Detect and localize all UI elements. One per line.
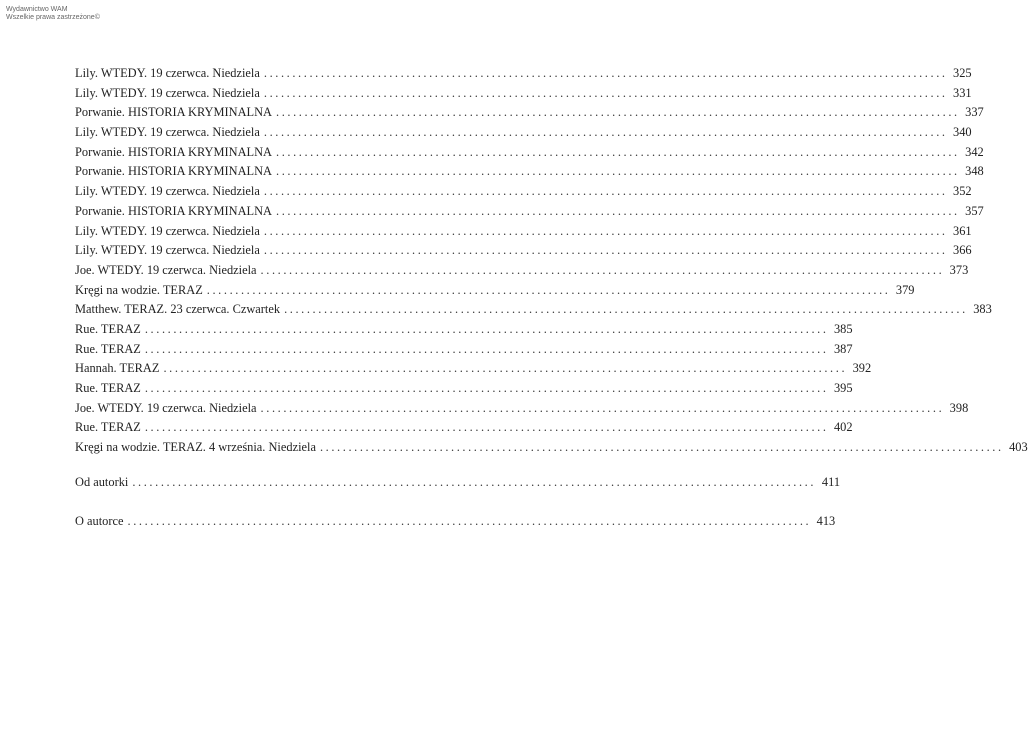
toc-entry[interactable] (75, 320, 853, 340)
toc-entry-page: 411 (821, 474, 841, 489)
toc-entry-title: Kręgi na wodzie. TERAZ (75, 282, 203, 297)
toc-entry-page: 340 (953, 125, 972, 140)
toc-dot-leader: ........................................................................................................................ (144, 341, 829, 356)
toc-entry[interactable] (75, 182, 972, 202)
toc-about-author-group (75, 512, 836, 532)
toc-entry-title: Rue. TERAZ (75, 420, 141, 435)
toc-entry-page: 366 (953, 243, 972, 258)
toc-entry-page: 398 (949, 400, 969, 415)
toc-entry-page: 379 (895, 282, 915, 297)
toc-entry-page: 383 (973, 302, 992, 317)
toc-entry[interactable] (75, 123, 972, 143)
toc-entry-page: 361 (953, 223, 972, 238)
toc-entry-title: Lily. WTEDY. 19 czerwca. Niedziela (75, 184, 260, 199)
toc-entry[interactable] (75, 281, 915, 301)
toc-entry-title: Hannah. TERAZ (75, 361, 160, 376)
toc-dot-leader: ........................................................................................................................ (263, 243, 948, 258)
toc-entry-page: 413 (816, 514, 836, 529)
toc-entry-page: 352 (953, 184, 972, 199)
toc-dot-leader: ........................................................................................................................ (144, 321, 829, 336)
toc-entry-title: Lily. WTEDY. 19 czerwca. Niedziela (75, 243, 260, 258)
toc-entry-title: Lily. WTEDY. 19 czerwca. Niedziela (75, 85, 260, 100)
toc-entry[interactable] (75, 202, 984, 222)
toc-entry-title: Matthew. TERAZ. 23 czerwca. Czwartek (75, 302, 281, 317)
toc-dot-leader: ........................................................................................................................ (144, 381, 829, 395)
toc-entry-page: 387 (833, 341, 853, 356)
toc-entry-about-author[interactable] (75, 512, 836, 532)
toc-chapter-list (75, 64, 1028, 458)
toc-entry-page: 325 (953, 66, 972, 80)
toc-dot-leader: ........................................................................................................................ (263, 125, 948, 140)
toc-dot-leader: ........................................................................................................................ (263, 66, 948, 80)
watermark-copyright: Wszelkie prawa zastrzeżone© (6, 14, 100, 21)
toc-entry[interactable] (75, 418, 853, 438)
toc-dot-leader: ........................................................................................................................ (284, 302, 968, 317)
toc-entry-page: 385 (833, 321, 853, 336)
toc-entry-title: Od autorki (75, 474, 129, 489)
toc-entry-page: 342 (965, 144, 984, 159)
toc-dot-leader: ........................................................................................................................ (163, 361, 848, 376)
toc-entry-page: 373 (949, 262, 969, 277)
toc-entry[interactable] (75, 359, 872, 379)
toc-dot-leader: ........................................................................................................................ (260, 262, 945, 277)
toc-dot-leader: ........................................................................................................................ (276, 164, 960, 179)
toc-entry-page: 337 (965, 105, 984, 120)
toc-entry[interactable] (75, 379, 853, 399)
toc-entry-page: 402 (833, 420, 853, 435)
toc-entry-page: 392 (852, 361, 872, 376)
toc-entry-title: Rue. TERAZ (75, 341, 141, 356)
toc-dot-leader: ........................................................................................................................ (263, 223, 948, 238)
toc-entry-title: Kręgi na wodzie. TERAZ. 4 września. Niedziela (75, 440, 316, 455)
toc-entry-title: Joe. WTEDY. 19 czerwca. Niedziela (75, 400, 257, 415)
toc-entry[interactable] (75, 399, 969, 419)
toc-entry[interactable] (75, 64, 972, 84)
toc-entry-page: 348 (965, 164, 984, 179)
toc-entry[interactable] (75, 340, 853, 360)
toc-dot-leader: ........................................................................................................................ (132, 474, 817, 489)
toc-entry[interactable] (75, 261, 969, 281)
toc-entry-title: Lily. WTEDY. 19 czerwca. Niedziela (75, 66, 260, 80)
toc-dot-leader: ........................................................................................................................ (260, 400, 945, 415)
toc-entry-title: Porwanie. HISTORIA KRYMINALNA (75, 164, 272, 179)
toc-entry[interactable] (75, 103, 984, 123)
watermark-publisher: Wydawnictwo WAM (6, 6, 68, 13)
toc-entry-page: 357 (965, 203, 984, 218)
toc-entry[interactable] (75, 438, 1028, 458)
toc-entry[interactable] (75, 162, 984, 182)
toc-entry[interactable] (75, 143, 984, 163)
toc-entry-page: 403 (1009, 440, 1028, 455)
toc-entry-title: Rue. TERAZ (75, 321, 141, 336)
toc-dot-leader: ........................................................................................................................ (263, 184, 948, 199)
toc-entry-title: O autorce (75, 514, 124, 529)
toc-entry[interactable] (75, 241, 972, 261)
toc-entry-title: Lily. WTEDY. 19 czerwca. Niedziela (75, 223, 260, 238)
toc-entry-page: 395 (833, 381, 853, 395)
toc-dot-leader: ........................................................................................................................ (127, 514, 812, 529)
toc-entry-title: Joe. WTEDY. 19 czerwca. Niedziela (75, 262, 257, 277)
toc-entry-author-note[interactable] (75, 473, 841, 493)
toc-dot-leader: ........................................................................................................................ (276, 203, 960, 218)
toc-entry-title: Rue. TERAZ (75, 381, 141, 395)
toc-entry-title: Porwanie. HISTORIA KRYMINALNA (75, 105, 272, 120)
toc-entry-title: Porwanie. HISTORIA KRYMINALNA (75, 203, 272, 218)
toc-dot-leader: ........................................................................................................................ (263, 85, 948, 100)
toc-entry[interactable] (75, 222, 972, 242)
toc-entry-page: 331 (953, 85, 972, 100)
toc-dot-leader: ........................................................................................................................ (144, 420, 829, 435)
toc-dot-leader: ........................................................................................................................ (319, 440, 1004, 455)
toc-entry-title: Lily. WTEDY. 19 czerwca. Niedziela (75, 125, 260, 140)
toc-dot-leader: ........................................................................................................................ (276, 105, 960, 120)
toc-entry[interactable] (75, 84, 972, 104)
toc-author-note-group (75, 473, 841, 493)
toc-entry[interactable] (75, 300, 992, 320)
toc-dot-leader: ........................................................................................................................ (206, 282, 891, 297)
table-of-contents (75, 64, 1028, 532)
toc-entry-title: Porwanie. HISTORIA KRYMINALNA (75, 144, 272, 159)
toc-dot-leader: ........................................................................................................................ (276, 144, 960, 159)
watermark (6, 6, 100, 22)
